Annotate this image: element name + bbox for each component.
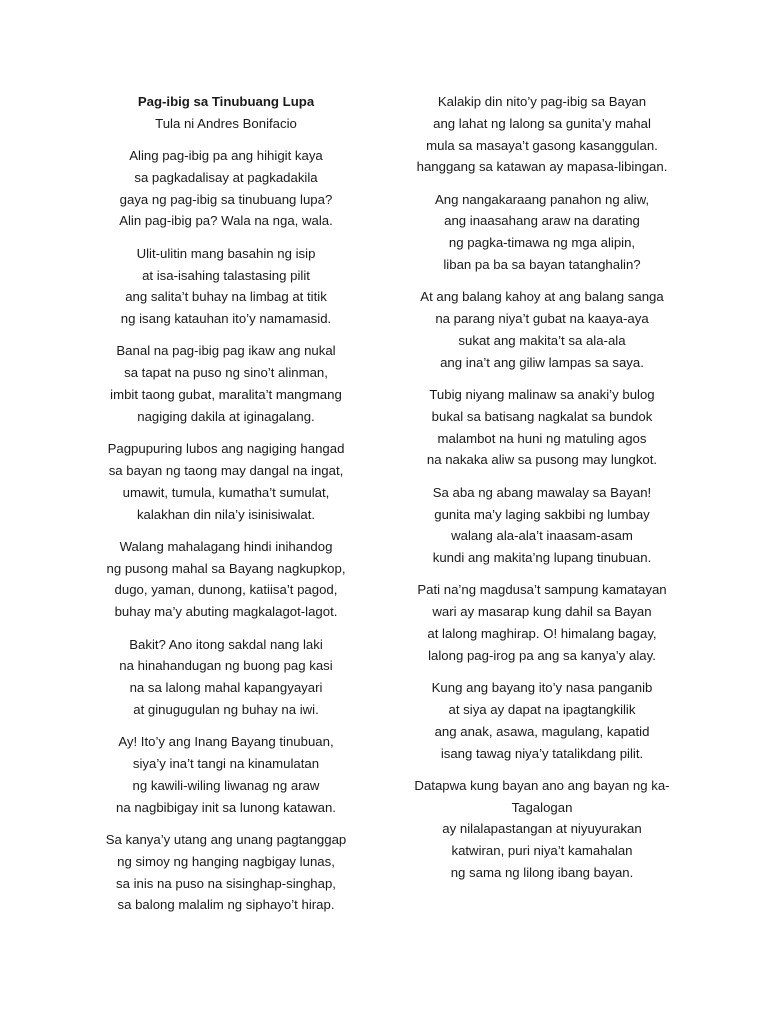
poem-line: imbit taong gubat, maralita’t mangmang <box>110 387 342 403</box>
poem-line: Ang nangakaraang panahon ng aliw, <box>434 191 650 207</box>
stanza-5 <box>96 536 356 623</box>
poem-line: ng simoy ng hanging nagbigay lunas, <box>117 853 335 869</box>
poem-line: Pagpupuring lubos ang nagiging hangad <box>107 441 345 457</box>
poem-line: sukat ang makita’t sa ala-ala <box>458 332 626 348</box>
poem-line: at isa-isahing talastasing pilit <box>142 267 310 283</box>
stanza-1 <box>96 145 356 232</box>
poem-line: Sa aba ng abang mawalay sa Bayan! <box>432 484 652 500</box>
poem-line: nagiging dakila at iginagalang. <box>137 408 315 424</box>
stanza-15 <box>406 677 678 764</box>
poem-line: na parang niya’t gubat na kaaya-aya <box>435 311 649 327</box>
poem-line: at siya ay dapat na ipagtangkilik <box>448 701 636 717</box>
poem-line: sa bayan ng taong may dangal na ingat, <box>108 462 344 478</box>
poem-line: Kung ang bayang ito’y nasa panganib <box>431 680 653 696</box>
stanza-16 <box>406 775 678 884</box>
poem-line: malambot na huni ng matuling agos <box>437 430 647 446</box>
poem-line: gunita ma’y laging sakbibi ng lumbay <box>434 506 650 522</box>
stanza-6 <box>96 634 356 721</box>
poem-title: Pag-ibig sa Tinubuang Lupa <box>137 94 315 109</box>
poem-line: na nagbibigay init sa lunong katawan. <box>116 799 336 815</box>
poem-line: kundi ang makita’ng lupang tinubuan. <box>432 550 652 566</box>
stanza-9 <box>406 91 678 178</box>
poem-line: umawit, tumula, kumatha’t sumulat, <box>122 484 330 500</box>
stanza-7 <box>96 731 356 818</box>
poem-line: ang inaasahang araw na darating <box>444 213 640 229</box>
poem-line: na nakaka aliw sa pusong may lungkot. <box>426 452 658 468</box>
poem-line: ang lahat ng lalong sa gunita’y mahal <box>433 115 651 131</box>
poem-line: Kalakip din nito’y pag-ibig sa Bayan <box>437 94 647 109</box>
stanza-13 <box>406 482 678 569</box>
poem-line: Datapwa kung bayan ano ang bayan ng ka-Tagalogan <box>414 777 670 815</box>
poem-line: ng pagka-timawa ng mga alipin, <box>448 235 636 251</box>
poem-author: Tula ni Andres Bonifacio <box>155 115 297 131</box>
stanza-3 <box>96 340 356 427</box>
poem-line: na sa lalong mahal kapangyayari <box>129 680 323 696</box>
poem-line: liban pa ba sa bayan tatanghalin? <box>443 257 641 273</box>
poem-line: kalakhan din nila’y isinisiwalat. <box>136 506 316 522</box>
poem-line: At ang balang kahoy at ang balang sanga <box>420 289 664 305</box>
stanza-4 <box>96 438 356 525</box>
poem-line: ang ina’t ang giliw lampas sa saya. <box>440 354 644 370</box>
poem-line: walang ala-ala’t inaasam-asam <box>451 528 633 544</box>
stanza-2 <box>96 243 356 330</box>
poem-line: wari ay masarap kung dahil sa Bayan <box>432 604 652 620</box>
poem-line: at ginugugulan ng buhay na iwi. <box>133 701 319 717</box>
poem-line: Tubig niyang malinaw sa anaki’y bulog <box>429 387 655 403</box>
poem-line: ng isang katauhan ito’y namamasid. <box>120 311 332 327</box>
poem-line: isang tawag niya’y tatalikdang pilit. <box>440 745 644 761</box>
poem-line: Pati na’ng magdusa’t sampung kamatayan <box>417 582 667 598</box>
poem-line: dugo, yaman, dunong, katiisa’t pagod, <box>114 582 338 598</box>
poem-line: katwiran, puri niya’t kamahalan <box>451 843 633 859</box>
poem-line: sa balong malalim ng siphayo’t hirap. <box>117 897 335 913</box>
stanza-10 <box>406 189 678 276</box>
poem-line: ng sama ng lilong ibang bayan. <box>450 865 634 880</box>
poem-line: ay nilalapastangan at niyuyurakan <box>442 821 642 837</box>
poem-line: Walang mahalagang hindi inihandog <box>119 538 333 554</box>
poem-line: ng kawili-wiling liwanag ng araw <box>132 777 320 793</box>
poem-line: Alin pag-ibig pa? Wala na nga, wala. <box>119 213 333 229</box>
stanza-12 <box>406 384 678 471</box>
poem-line: buhay ma’y abuting magkalagot-lagot. <box>114 604 338 620</box>
poem-line: hanggang sa katawan ay mapasa-libingan. <box>416 159 668 175</box>
poem-line: bukal sa batisang nagkalat sa bundok <box>431 408 653 424</box>
stanza-11 <box>406 286 678 373</box>
poem-line: ang salita’t buhay na limbag at titik <box>125 289 327 305</box>
poem-line: sa inis na puso na sisinghap-singhap, <box>116 875 336 891</box>
right-column <box>406 91 678 894</box>
poem-line: ng pusong mahal sa Bayang nagkupkop, <box>106 560 346 576</box>
poem-line: ang anak, asawa, magulang, kapatid <box>434 723 650 739</box>
poem-line: Banal na pag-ibig pag ikaw ang nukal <box>116 343 336 359</box>
poem-line: Bakit? Ano itong sakdal nang laki <box>129 636 323 652</box>
poem-line: mula sa masaya’t gasong kasanggulan. <box>426 137 658 153</box>
poem-line: sa pagkadalisay at pagkadakila <box>134 169 318 185</box>
poem-line: lalong pag-irog pa ang sa kanya’y alay. <box>428 647 656 663</box>
poem-line: at lalong maghirap. O! himalang bagay, <box>427 626 657 642</box>
stanza-8 <box>96 829 356 916</box>
poem-line: Sa kanya’y utang ang unang pagtanggap <box>105 831 347 847</box>
poem-line: sa tapat na puso ng sino’t alinman, <box>124 365 328 381</box>
poem-line: gaya ng pag-ibig sa tinubuang lupa? <box>119 191 333 207</box>
poem-line: siya’y ina’t tangi na kinamulatan <box>132 756 320 772</box>
left-column <box>96 91 356 927</box>
poem-line: na hinahandugan ng buong pag kasi <box>119 658 333 674</box>
poem-line: Ulit-ulitin mang basahin ng isip <box>136 245 316 261</box>
stanza-14 <box>406 579 678 666</box>
poem-line: Aling pag-ibig pa ang hihigit kaya <box>129 148 323 164</box>
poem-line: Ay! Ito’y ang Inang Bayang tinubuan, <box>118 734 334 750</box>
